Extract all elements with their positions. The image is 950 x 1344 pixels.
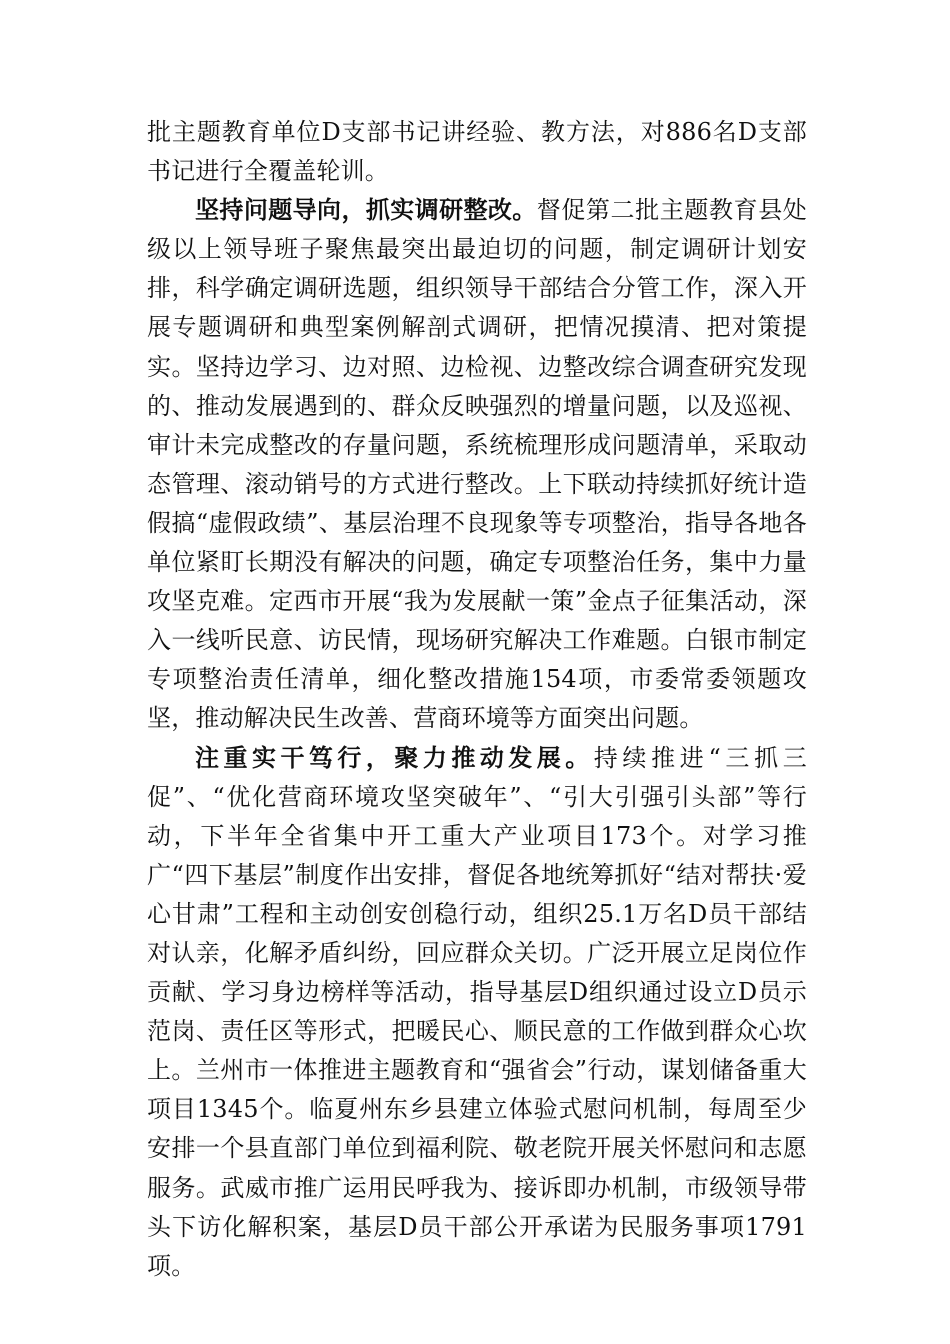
document-page: [147, 113, 807, 1286]
paragraph-continuation: [147, 113, 807, 191]
paragraph-lead-heading: 坚持问题导向，抓实调研整改。: [195, 196, 537, 225]
paragraph-text: 批主题教育单位D支部书记讲经验、教方法，对886名D支部书记进行全覆盖轮训。: [147, 118, 807, 186]
paragraph-text: 持续推进“三抓三促”、“优化营商环境攻坚突破年”、“引大引强引头部”等行动，下半年全省集中开工重大产业项目173个。对学习推广“四下基层”制度作出安排，督促各地统筹抓好“结对帮扶·爱心甘肃”工程和主动创安创稳行动，组织25.1万名D员干部结对认亲，化解矛盾纠纷，回应群众关切。广泛开展立足岗位作贡献、学习身边榜样等活动，指导基层D组织通过设立D员示范岗、责任区等形式，把暖民心、顺民意的工作做到群众心坎上。兰州市一体推进主题教育和“强省会”行动，谋划储备重大项目1345个。临夏州东乡县建立体验式慰问机制，每周至少安排一个县直部门单位到福利院、敬老院开展关怀慰问和志愿服务。武威市推广运用民呼我为、接诉即办机制，市级领导带头下访化解积案，基层D员干部公开承诺为民服务事项1791项。: [147, 743, 807, 1280]
paragraph-text: 督促第二批主题教育县处级以上领导班子聚焦最突出最迫切的问题，制定调研计划安排，科学确定调研选题，组织领导干部结合分管工作，深入开展专题调研和典型案例解剖式调研，把情况摸清、把对策提实。坚持边学习、边对照、边检视、边整改综合调查研究发现的、推动发展遇到的、群众反映强烈的增量问题，以及巡视、审计未完成整改的存量问题，系统梳理形成问题清单，采取动态管理、滚动销号的方式进行整改。上下联动持续抓好统计造假搞“虚假政绩”、基层治理不良现象等专项整治，指导各地各单位紧盯长期没有解决的问题，确定专项整治任务，集中力量攻坚克难。定西市开展“我为发展献一策”金点子征集活动，深入一线听民意、访民情，现场研究解决工作难题。白银市制定专项整治责任清单，细化整改措施154项，市委常委领题攻坚，推动解决民生改善、营商环境等方面突出问题。: [147, 196, 807, 733]
paragraph-research-rectification: [147, 191, 807, 738]
paragraph-practical-development: [147, 739, 807, 1286]
paragraph-lead-heading: 注重实干笃行，聚力推动发展。: [195, 743, 594, 772]
